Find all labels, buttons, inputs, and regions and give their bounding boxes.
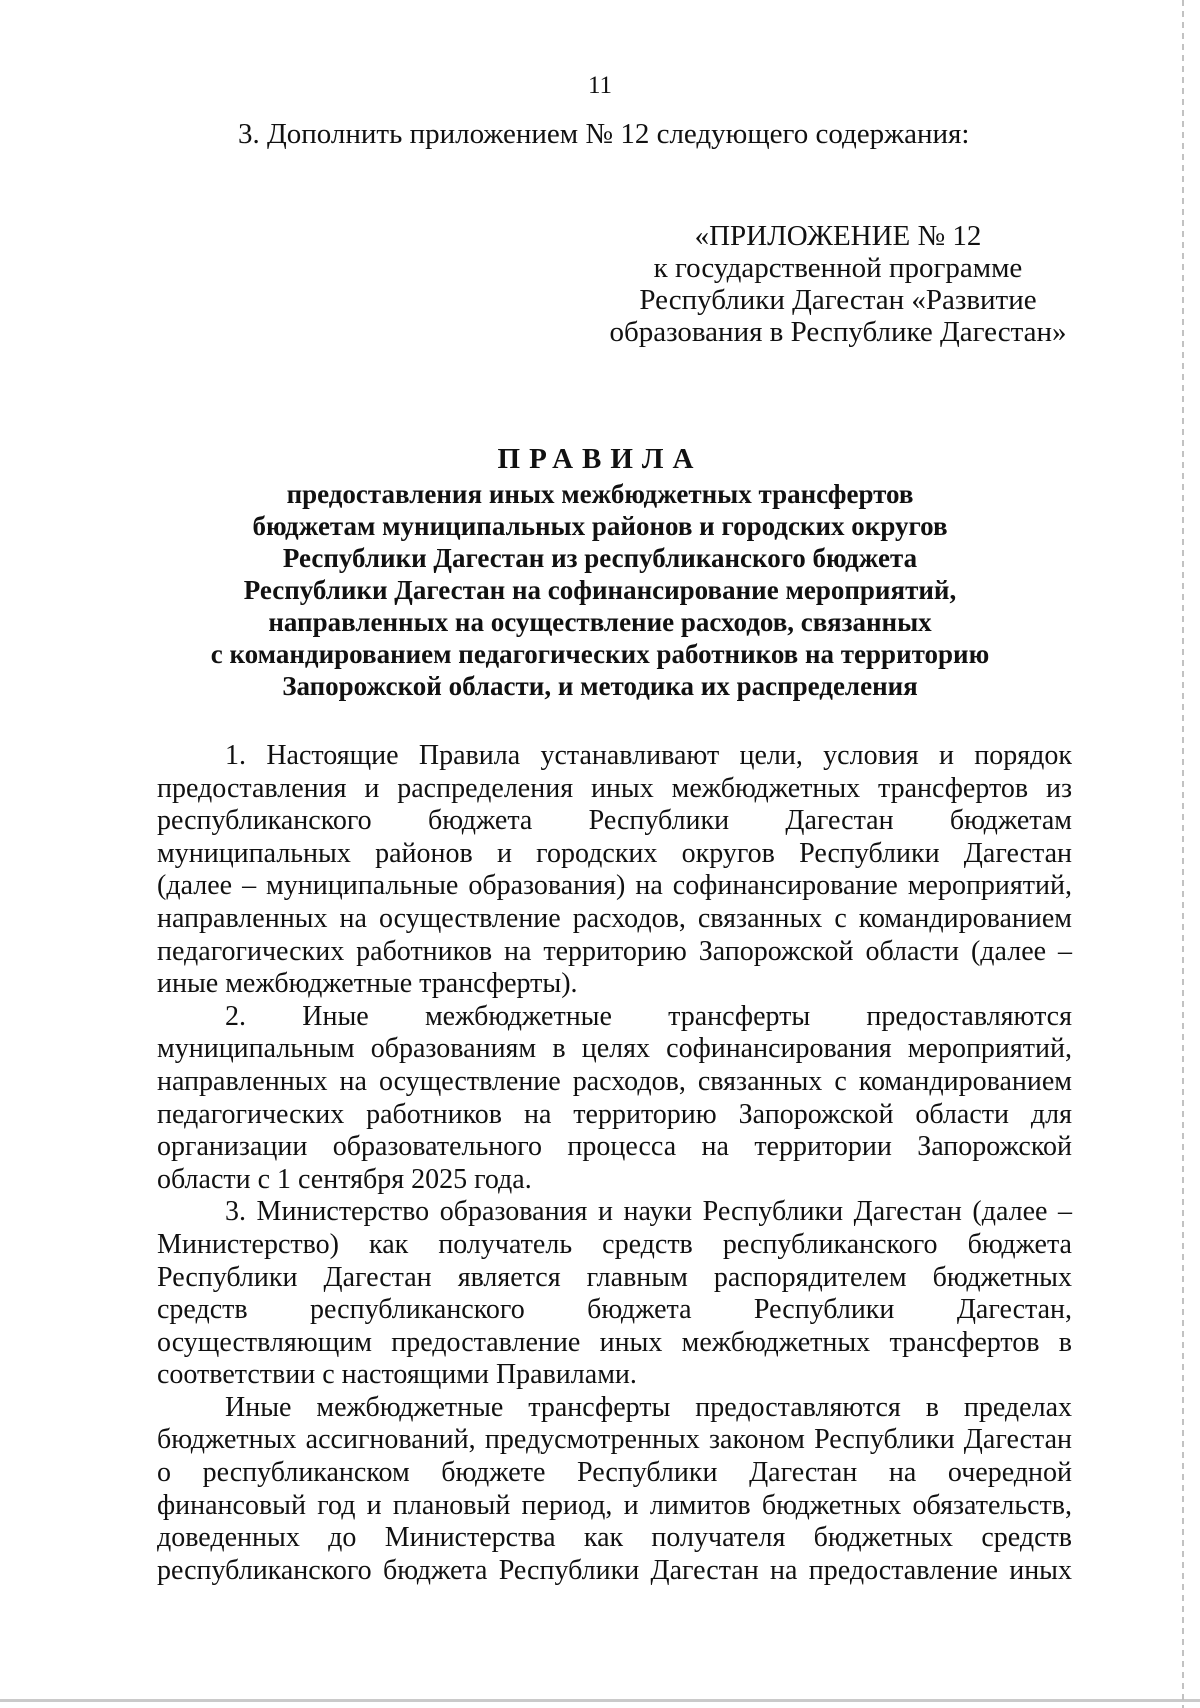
paragraph-2-line: направленных на осуществление расходов, связанных с командированием xyxy=(157,1065,1072,1097)
paragraph-2-line: области с 1 сентября 2025 года. xyxy=(157,1163,532,1195)
paragraph-2-line: муниципальным образованиям в целях софинансирования мероприятий, xyxy=(157,1033,1072,1065)
paragraph-4-line: республиканского бюджета Республики Дагестан на предоставление иных xyxy=(157,1554,1072,1586)
paragraph-3-line: средств республиканского бюджета Республики Дагестан, xyxy=(157,1294,1072,1326)
document-title xyxy=(100,442,1100,702)
subtitle-line: бюджетам муниципальных районов и городских округов xyxy=(252,511,948,541)
subtitle-line: Республики Дагестан на софинансирование мероприятий, xyxy=(243,575,957,605)
body-text xyxy=(157,740,1072,1587)
title-subtitle xyxy=(100,478,1100,702)
paragraph-3-line: осуществляющим предоставление иных межбюджетных трансфертов в xyxy=(157,1326,1072,1358)
subtitle-line: Запорожской области, и методика их распределения xyxy=(282,671,918,701)
paragraph-4-line: доведенных до Министерства как получателя бюджетных средств xyxy=(157,1522,1072,1554)
subtitle-line: с командированием педагогических работников на территорию xyxy=(210,639,990,669)
paragraph-1-line: (далее – муниципальные образования) на софинансирование мероприятий, xyxy=(157,870,1072,902)
paragraph-2-line: 2. Иные межбюджетные трансферты предоставляются xyxy=(225,1000,1072,1032)
paragraph-3-line: Республики Дагестан является главным распорядителем бюджетных xyxy=(157,1261,1072,1293)
paragraph-4-line: бюджетных ассигнований, предусмотренных законом Республики Дагестан xyxy=(157,1424,1072,1456)
appendix-header xyxy=(598,220,1078,348)
paragraph-1-line: 1. Настоящие Правила устанавливают цели, условия и порядок xyxy=(225,740,1072,771)
paragraph-3-line: 3. Министерство образования и науки Республики Дагестан (далее – xyxy=(225,1196,1072,1228)
paragraph-3-line: Министерство) как получатель средств республиканского бюджета xyxy=(157,1228,1072,1260)
paragraph-1-line: муниципальных районов и городских округов Республики Дагестан xyxy=(157,837,1072,869)
appendix-line: Республики Дагестан «Развитие xyxy=(639,284,1037,316)
appendix-line: образования в Республике Дагестан» xyxy=(609,316,1067,348)
scan-edge-artifact xyxy=(1182,0,1184,1708)
appendix-line: «ПРИЛОЖЕНИЕ № 12 xyxy=(694,220,982,252)
paragraph-1-line: направленных на осуществление расходов, связанных с командированием xyxy=(157,902,1072,934)
subtitle-line: направленных на осуществление расходов, связанных xyxy=(268,607,932,637)
paragraph-4-line: финансовый год и плановый период, и лимитов бюджетных обязательств, xyxy=(157,1489,1072,1521)
paragraph-2-line: организации образовательного процесса на территории Запорожской xyxy=(157,1131,1072,1163)
paragraph-1-line: республиканского бюджета Республики Дагестан бюджетам xyxy=(157,805,1072,837)
scan-bottom-artifact xyxy=(0,1699,1200,1702)
paragraph-2-line: педагогических работников на территорию Запорожской области для xyxy=(157,1098,1072,1130)
title-heading: ПРАВИЛА xyxy=(497,443,703,475)
paragraph-4-line: Иные межбюджетные трансферты предоставляются в пределах xyxy=(225,1391,1072,1423)
paragraph-1-line: предоставления и распределения иных межбюджетных трансфертов из xyxy=(157,772,1072,804)
paragraph-1-line: педагогических работников на территорию Запорожской области (далее – xyxy=(157,935,1072,967)
appendix-line: к государственной программе xyxy=(653,252,1023,284)
paragraph-3-line: соответствии с настоящими Правилами. xyxy=(157,1359,637,1391)
subtitle-line: предоставления иных межбюджетных трансфертов xyxy=(286,479,914,509)
paragraph-4-line: о республиканском бюджете Республики Дагестан на очередной xyxy=(157,1457,1072,1489)
paragraph-1-line: иные межбюджетные трансферты). xyxy=(157,968,578,1000)
subtitle-line: Республики Дагестан из республиканского бюджета xyxy=(282,543,918,573)
amendment-intro: 3. Дополнить приложением № 12 следующего содержания: xyxy=(238,118,970,150)
page-number: 11 xyxy=(587,72,613,99)
